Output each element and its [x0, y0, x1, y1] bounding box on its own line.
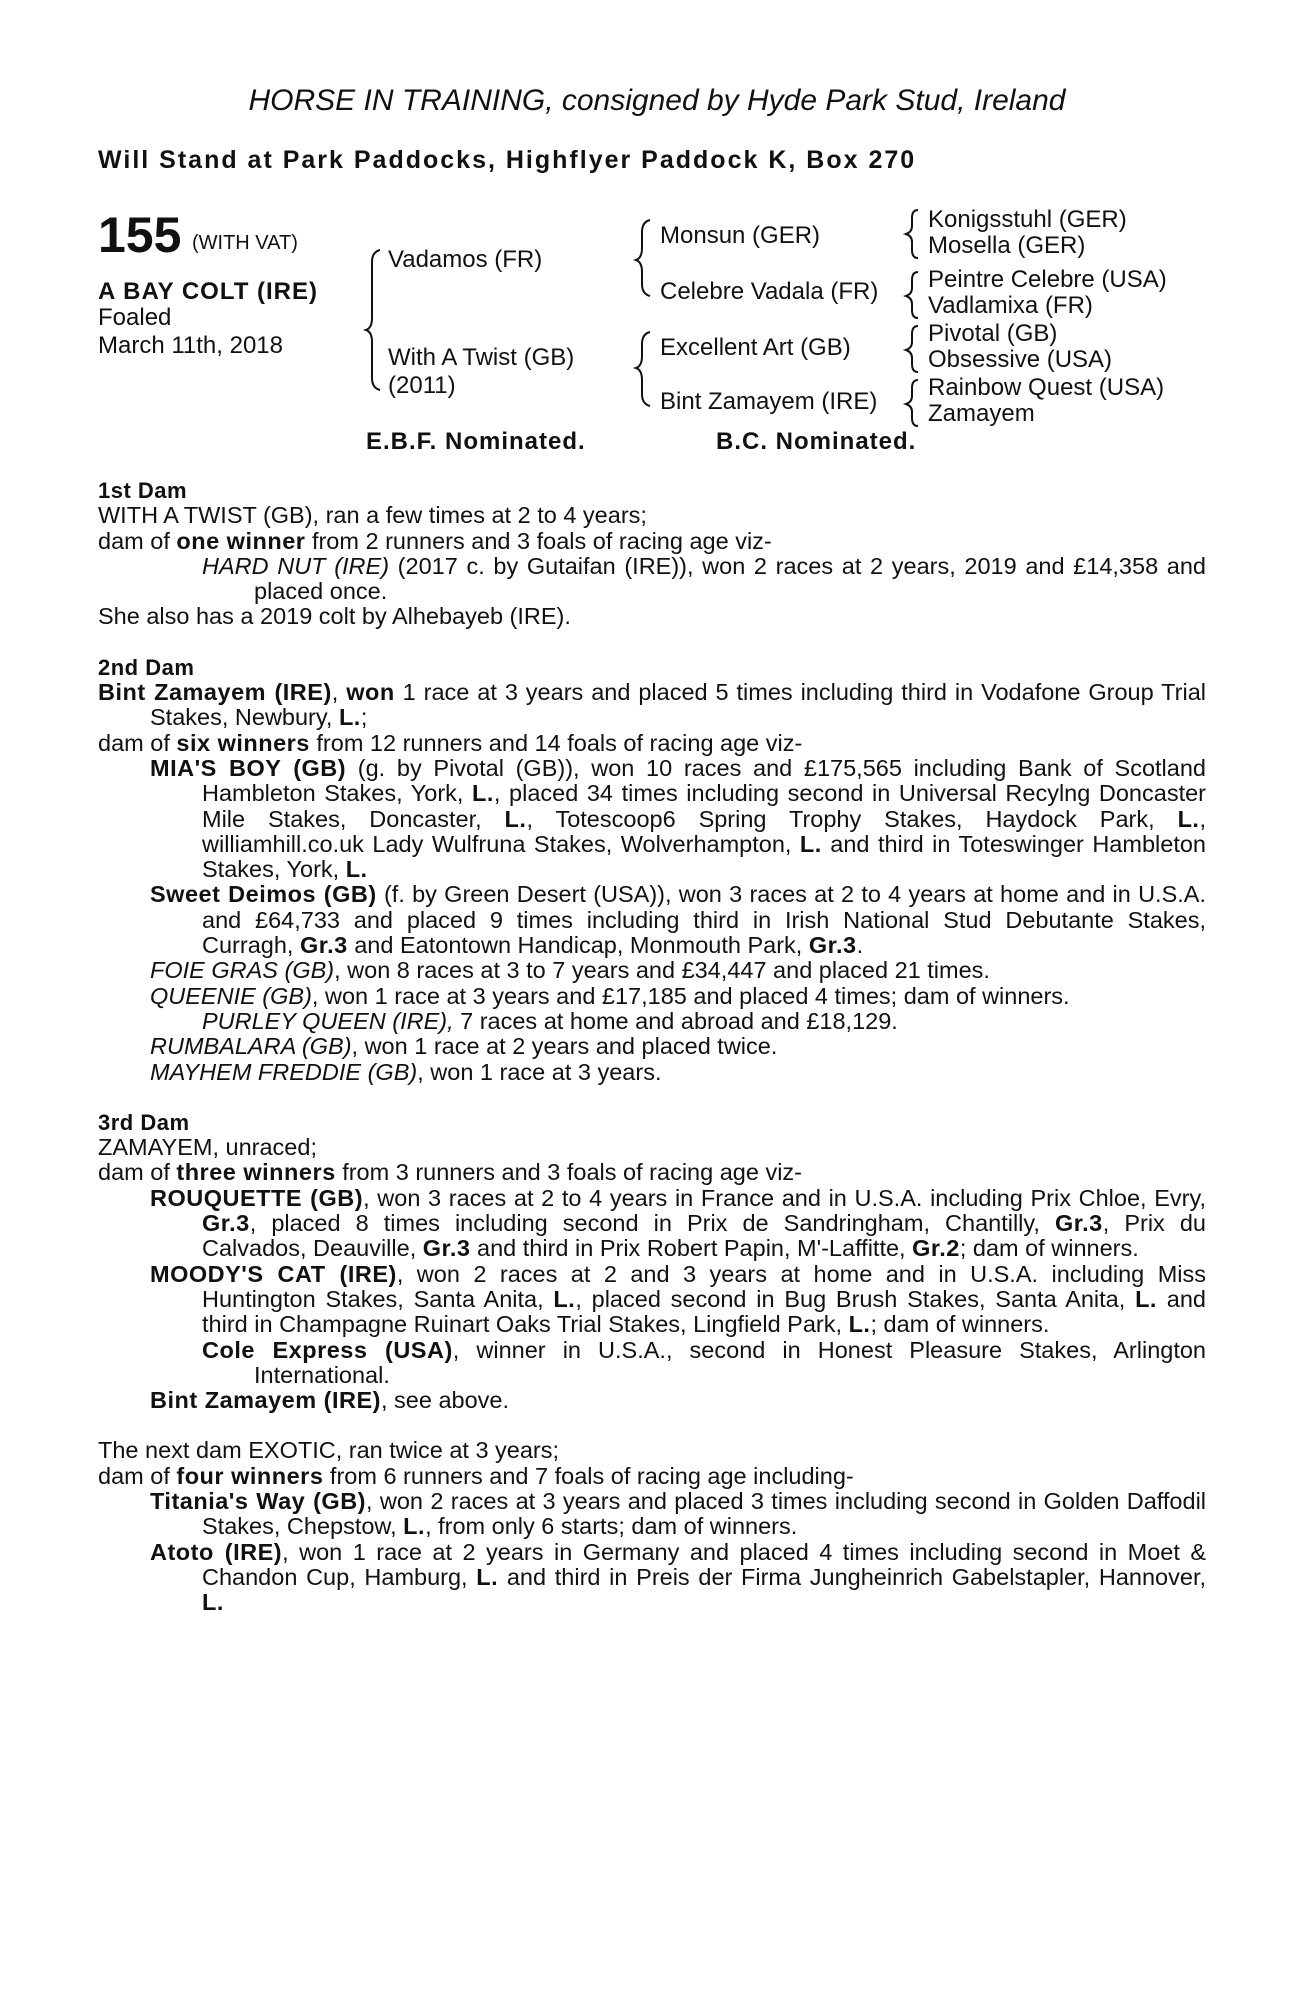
first-dam-line: WITH A TWIST (GB), ran a few times at 2 to 4 years; [98, 502, 647, 529]
dam: With A Twist (GB) [388, 344, 575, 371]
progeny-titanias-way: Titania's Way (GB), won 2 races at 3 years and placed 3 times including second in Golden Daffodil Stakes, Chepstow, L., from only 6 starts; dam of winners. [150, 1487, 1207, 1540]
gg-2: Mosella (GER) [928, 232, 1086, 259]
dam-year: (2011) [388, 372, 456, 399]
bc-nominated: B.C. Nominated. [716, 428, 917, 455]
progeny-purley-queen: PURLEY QUEEN (IRE), 7 races at home and abroad and £18,129. [202, 1007, 898, 1034]
foaled-date: March 11th, 2018 [98, 332, 284, 359]
gg-5: Pivotal (GB) [928, 320, 1058, 347]
catalogue-title: HORSE IN TRAINING, consigned by Hyde Park Stud, Ireland [248, 84, 1066, 117]
progeny-mayhem-freddie: MAYHEM FREDDIE (GB), won 1 race at 3 years. [150, 1058, 662, 1085]
sire-dam: Celebre Vadala (FR) [660, 278, 879, 305]
second-dam-line: Bint Zamayem (IRE), won 1 race at 3 years and placed 5 times including third in Vodafone Group Trial Stakes, Newbury, L.; [98, 679, 1206, 731]
progeny-bint-zamayem: Bint Zamayem (IRE), see above. [150, 1387, 510, 1414]
gg-1: Konigsstuhl (GER) [928, 206, 1127, 233]
dam-dam: Bint Zamayem (IRE) [660, 388, 878, 415]
progeny-rumbalara: RUMBALARA (GB), won 1 race at 2 years and placed twice. [150, 1033, 778, 1060]
progeny-cole-express: Cole Express (USA), winner in U.S.A., second in Honest Pleasure Stakes, Arlington International. [202, 1336, 1206, 1388]
first-dam-heading: 1st Dam [98, 478, 188, 503]
gg-3: Peintre Celebre (USA) [928, 266, 1167, 293]
ebf-nominated: E.B.F. Nominated. [366, 428, 586, 455]
lot-description: A BAY COLT (IRE) [98, 278, 319, 305]
gg-4: Vadlamixa (FR) [928, 292, 1093, 319]
first-dam-also: She also has a 2019 colt by Alhebayeb (IRE). [98, 603, 571, 630]
foaled-label: Foaled [98, 304, 172, 331]
progeny-sweet-deimos: Sweet Deimos (GB) (f. by Green Desert (USA)), won 3 races at 2 to 4 years at home and in U.S.A. and £64,733 and placed 9 times including third in Irish National Stud Debutante Stakes, Curragh, Gr.3 and Eatontown Handicap, Monmouth Park, Gr.3. [150, 881, 1206, 959]
gg-8: Zamayem [928, 400, 1035, 427]
second-dam-produce: dam of six winners from 12 runners and 14 foals of racing age viz- [98, 729, 803, 756]
first-dam-produce: dam of one winner from 2 runners and 3 foals of racing age viz- [98, 527, 772, 554]
vat-note: (WITH VAT) [192, 232, 298, 254]
third-dam-line: ZAMAYEM, unraced; [98, 1134, 317, 1161]
dam-sire: Excellent Art (GB) [660, 334, 851, 361]
progeny-atoto: Atoto (IRE), won 1 race at 2 years in Germany and placed 4 times including second in Moet & Chandon Cup, Hamburg, L. and third in Preis der Firma Jungheinrich Gabelstapler, Hannover, L. [150, 1538, 1207, 1616]
progeny-rouquette: ROUQUETTE (GB), won 3 races at 2 to 4 years in France and in U.S.A. including Prix Chloe, Evry, Gr.3, placed 8 times including second in Prix de Sandringham, Chantilly, Gr.3, Prix du Calvados, Deauville, Gr.3 and third in Prix Robert Papin, M'-Laffitte, Gr.2; dam of winners. [150, 1184, 1206, 1262]
progeny-hard-nut: HARD NUT (IRE) (2017 c. by Gutaifan (IRE)), won 2 races at 2 years, 2019 and £14,358 and placed once. [202, 552, 1206, 605]
progeny-queenie: QUEENIE (GB), won 1 race at 3 years and £17,185 and placed 4 times; dam of winners. [150, 982, 1070, 1009]
gg-7: Rainbow Quest (USA) [928, 374, 1165, 401]
second-dam-heading: 2nd Dam [98, 654, 195, 680]
lot-number: 155 [98, 207, 182, 263]
progeny-foie-gras: FOIE GRAS (GB), won 8 races at 3 to 7 years and £34,447 and placed 21 times. [150, 957, 990, 984]
gg-6: Obsessive (USA) [928, 346, 1113, 373]
catalogue-body [98, 478, 1206, 1615]
stand-location: Will Stand at Park Paddocks, Highflyer Paddock K, Box 270 [98, 146, 917, 174]
sire-sire: Monsun (GER) [660, 222, 821, 249]
sire: Vadamos (FR) [388, 246, 543, 273]
progeny-moodys-cat: MOODY'S CAT (IRE), won 2 races at 2 and 3 years at home and in U.S.A. including Miss Huntington Stakes, Santa Anita, L., placed second in Bug Brush Stakes, Santa Anita, L. and third in Champagne Ruinart Oaks Trial Stakes, Lingfield Park, L.; dam of winners. [150, 1260, 1206, 1338]
next-dam-line: The next dam EXOTIC, ran twice at 3 years; [98, 1437, 560, 1464]
progeny-mias-boy: MIA'S BOY (GB) (g. by Pivotal (GB)), won 10 races and £175,565 including Bank of Scotland Hambleton Stakes, York, L., placed 34 times including second in Universal Recylng Doncaster Mile Stakes, Doncaster, L., Totescoop6 Spring Trophy Stakes, Haydock Park, L., williamhill.co.uk Lady Wulfruna Stakes, Wolverhampton, L. and third in Toteswinger Hambleton Stakes, York, L. [150, 754, 1206, 883]
third-dam-heading: 3rd Dam [98, 1109, 190, 1135]
next-dam-produce: dam of four winners from 6 runners and 7 foals of racing age including- [98, 1462, 854, 1489]
third-dam-produce: dam of three winners from 3 runners and 3 foals of racing age viz- [98, 1159, 802, 1186]
